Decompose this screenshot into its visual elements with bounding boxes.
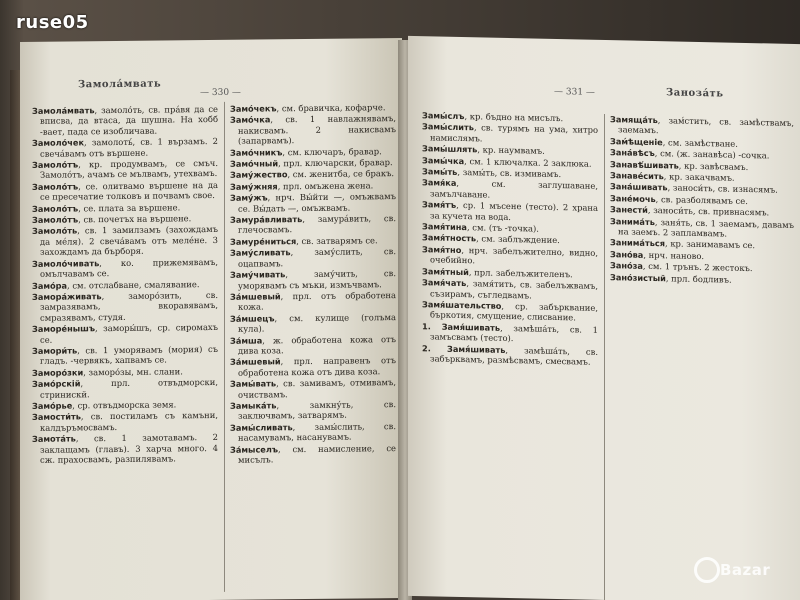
dictionary-entry: Заму́жъ, нрч. Вы́йти —, омъжвамъ се. Вы́дать —, омъжвамъ. bbox=[230, 191, 396, 214]
open-book bbox=[10, 40, 800, 600]
headword: Замя́чать bbox=[422, 277, 467, 289]
dictionary-entry: Замо́ра, см. отслабване, смалявание. bbox=[32, 278, 200, 291]
dictionary-entry: Замола́мвать, замоло́ть, св. пра́вя да се вписва, да втаса, да шушна. На хобб -вает, пада се изобличава. bbox=[32, 103, 218, 137]
headword: Заму́жество bbox=[230, 169, 288, 181]
dictionary-entry: Замо́рье, ср. отвъдморска земя. bbox=[32, 399, 177, 411]
dictionary-entry: Замота́ть, св. 1 замотавамъ. 2 заклащамъ (главъ). 3 харча много. 4 сж. прахосвамъ, разпилявамъ. bbox=[32, 432, 218, 465]
dictionary-entry: Замоло́тъ, св. почетъх на вършене. bbox=[32, 213, 192, 225]
left-column-1 bbox=[32, 104, 218, 466]
dictionary-entry: Зано́зистый, прл. бодливъ. bbox=[610, 271, 732, 285]
headword: Замоло́чивать bbox=[32, 257, 100, 269]
right-column-1 bbox=[422, 110, 598, 368]
dictionary-entry: Замоло́чек, замолоть́, св. 1 вързамъ. 2 свеча́вамъ отъ вършене. bbox=[32, 136, 218, 159]
dictionary-entry: Замоло́ть, св. 1 замилзамъ (захождамъ да ме́ля). 2 свеча́вамъ отъ меле́не. 3 захождамъ да бърборя. bbox=[32, 224, 218, 258]
headword: Замя́тный bbox=[422, 265, 469, 277]
dictionary-entry: Замя́тно, нрч. забелъжително, видно, очебийно. bbox=[422, 244, 598, 266]
dictionary-entry: За́мшевый, прл. направенъ отъ обработена кожа отъ дива коза. bbox=[230, 355, 396, 378]
dictionary-entry: Замы́ть, замы́ть, св. измивамъ. bbox=[422, 166, 562, 180]
headword: Заму́чивать bbox=[230, 269, 286, 280]
dictionary-entry: Заму́сливать, заму́слить, св. оцапвамъ. bbox=[230, 246, 396, 269]
headword: Замо́рскій bbox=[32, 378, 81, 390]
dictionary-entry: Замо́рскій, прл. отвъдморски, стринискй. bbox=[32, 377, 218, 400]
headword: Замы́ть bbox=[422, 166, 458, 177]
headword: За́мшевый bbox=[230, 291, 281, 302]
dictionary-entry: Заму́жняя, прл. омъжена жена. bbox=[230, 180, 374, 192]
left-page-header: Замола́мвать bbox=[78, 78, 162, 91]
headword: Замы́вать bbox=[230, 378, 277, 389]
headword: Занима́ться bbox=[610, 237, 665, 249]
dictionary-entry: Замя́ка, см. заглушаване, замълчаване. bbox=[422, 177, 598, 200]
headword: Замо́чекъ bbox=[230, 103, 277, 114]
dictionary-entry: Занима́ть, заня́ть, св. 1 заемамъ, давамъ на заемъ. 2 запламвамъ. bbox=[610, 215, 794, 239]
dictionary-entry: Замяща́ть, зам́стить, св. замѣствамъ, заемамъ. bbox=[610, 114, 794, 136]
dictionary-entry: За́мша, ж. обработена кожа отъ дива коза. bbox=[230, 333, 396, 356]
headword: Замо́чный bbox=[230, 158, 279, 169]
dictionary-entry: Замы́слить, св. турямъ на ума, хитро намислямъ. bbox=[422, 121, 598, 144]
dictionary-entry: Замя́тъ, ср. 1 мъсене (тесто). 2 храна за кучета на вода. bbox=[422, 199, 598, 222]
dictionary-entry: Замости́ть, св. постиламъ съ камъни, калдъръмосвамъ. bbox=[32, 410, 218, 433]
dictionary-entry: Зано́за, см. 1 трънъ. 2 жестокъ. bbox=[610, 260, 753, 274]
headword: Заморо́зки bbox=[32, 367, 84, 378]
right-page bbox=[408, 36, 800, 600]
headword: Замура́вливать bbox=[230, 214, 303, 225]
dictionary-entry: Зана́шивать, заноси́ть, св. изнасямъ. bbox=[610, 181, 778, 196]
dictionary-entry: Заморо́зки, заморо́зы, мн. слани. bbox=[32, 366, 183, 378]
headword: Замора́живать bbox=[32, 291, 102, 302]
headword: 2. Замя́шивать bbox=[422, 342, 506, 355]
headword: За́мшевый bbox=[230, 356, 281, 368]
headword: Замя́шательство bbox=[422, 299, 502, 311]
headword: Замо́ра bbox=[32, 280, 68, 291]
dictionary-entry: Замя́тина, см. (тъ -точка). bbox=[422, 221, 539, 234]
dictionary-entry: Замя́шательство, ср. забърквание, бъркотия, смущение, слисвание. bbox=[422, 299, 598, 323]
headword: Замоло́тъ bbox=[32, 181, 79, 192]
headword: Замы́чка bbox=[422, 154, 465, 166]
watermark-text: ruse05 bbox=[16, 12, 89, 33]
dictionary-entry: Замоло́тъ, кр. продумвамъ, се смъч. Замоло́тъ, ачамъ се мълвамъ, утехвамъ. bbox=[32, 157, 218, 181]
headword: За́мша bbox=[230, 334, 263, 346]
dictionary-entry: 2. Замя́шивать, замѣша́ть, св. забърквамъ, размѣсвамъ, смесвамъ. bbox=[422, 342, 598, 367]
dictionary-entry: Занести́, заноси́ть, св. привнасямъ. bbox=[610, 204, 770, 218]
headword: Занести́ bbox=[610, 204, 648, 216]
headword: Замя́тно bbox=[422, 244, 462, 255]
bazar-logo bbox=[692, 553, 796, 593]
headword: Заморе́нышъ bbox=[32, 323, 95, 334]
dictionary-entry: Занавѣ́шивать, кр. завѣсвамъ. bbox=[610, 158, 749, 172]
headword: Заму́жъ bbox=[230, 192, 268, 204]
dictionary-entry: Замуре́ниться, св. затварямъ се. bbox=[230, 235, 378, 247]
headword: Замяща́ть bbox=[610, 114, 658, 126]
headword: Замоло́тъ bbox=[32, 203, 79, 214]
dictionary-entry: За́мыселъ, см. намисление, се мисълъ. bbox=[230, 442, 396, 465]
headword: Замоло́чек bbox=[32, 137, 85, 149]
column-divider bbox=[604, 114, 605, 600]
dictionary-entry: Замы́слъ, кр. бъдно на мисълъ. bbox=[422, 110, 564, 124]
dictionary-entry: Заму́чивать, заму́чить, св. уморявамъ съ мъки, измъчвамъ. bbox=[230, 268, 396, 291]
headword: Замя́ка bbox=[422, 177, 457, 189]
dictionary-entry: Замори́ть, св. 1 уморявамъ (мория) съ гладъ. -червякъ, хапвамъ се. bbox=[32, 343, 218, 367]
headword: Зана́шивать bbox=[610, 181, 668, 193]
headword: Замы́сливать bbox=[230, 421, 293, 433]
headword: Зане́мочь bbox=[610, 192, 656, 204]
headword: Занаве́сить bbox=[610, 170, 664, 182]
dictionary-entry: За́мшевый, прл. отъ обработена кожа. bbox=[230, 289, 396, 313]
headword: Замота́ть bbox=[32, 433, 76, 445]
dictionary-entry: Зам́ѣщеніе, см. замѣстване. bbox=[610, 135, 738, 149]
dictionary-entry: За́мшецъ, см. кулище (голъма кула). bbox=[230, 311, 396, 334]
bazar-logo-text: Bazar bbox=[720, 561, 771, 579]
headword: Зано́ва bbox=[610, 249, 644, 260]
headword: Замуре́ниться bbox=[230, 235, 297, 247]
headword: Замя́тъ bbox=[422, 199, 457, 211]
dictionary-entry: 1. Замя́шивать, замѣша́ть, св. 1 замъсвамъ (тесто). bbox=[422, 320, 598, 344]
dictionary-entry: Замура́вливать, замура́вить, св. глечосвамъ. bbox=[230, 213, 396, 236]
headword: Замы́слить bbox=[422, 121, 474, 133]
headword: Замо́чка bbox=[230, 114, 271, 126]
right-column-2 bbox=[610, 114, 794, 287]
headword: 1. Замя́шивать bbox=[422, 320, 501, 333]
dictionary-entry: Заму́жество, см. женитба, се бракъ. bbox=[230, 168, 395, 181]
headword: Замоло́тъ bbox=[32, 214, 79, 225]
headword: Замости́ть bbox=[32, 411, 81, 423]
left-page-number: — 330 — bbox=[200, 87, 241, 99]
headword: Замя́тность bbox=[422, 232, 477, 244]
headword: Зана́вѣсъ bbox=[610, 147, 655, 159]
dictionary-entry: Замыка́ть, замкну́ть, св. заключвамъ, затварямъ. bbox=[230, 399, 396, 422]
column-divider bbox=[224, 102, 225, 592]
headword: За́мшецъ bbox=[230, 313, 275, 324]
headword: Замори́ть bbox=[32, 345, 78, 356]
headword: Зано́зистый bbox=[610, 271, 666, 283]
right-page-header: Заноза́ть bbox=[666, 87, 724, 100]
headword: Занавѣ́шивать bbox=[610, 158, 679, 171]
dictionary-entry: Замоло́тъ, се. плата за вършене. bbox=[32, 201, 181, 214]
left-page bbox=[20, 38, 402, 600]
dictionary-entry: Замора́живать, заморо́зить, св. замразявамъ, вкоравявамъ, смразявамъ, студя. bbox=[32, 289, 218, 323]
dictionary-entry: Зана́вѣсъ, см. (ж. занавѣса) -сочка. bbox=[610, 147, 770, 161]
headword: Заму́жняя bbox=[230, 181, 278, 192]
headword: Замя́тина bbox=[422, 221, 467, 233]
dictionary-entry: Занаве́сить, кр. закачвамъ. bbox=[610, 170, 735, 183]
headword: Зано́за bbox=[610, 260, 643, 272]
headword: Замола́мвать bbox=[32, 105, 95, 116]
dictionary-entry: Зано́ва, нрч. наново. bbox=[610, 249, 705, 261]
dictionary-entry: Замо́чка, св. 1 навлажнявамъ, накисвамъ. 2 накисвамъ (запарвамъ). bbox=[230, 113, 396, 146]
headword: Зам́ѣщеніе bbox=[610, 135, 663, 148]
headword: Замы́шлять bbox=[422, 143, 478, 155]
headword: Замо́рье bbox=[32, 400, 73, 411]
headword: За́мыселъ bbox=[230, 443, 278, 455]
headword: Замыка́ть bbox=[230, 400, 277, 411]
headword: Занима́ть bbox=[610, 215, 655, 227]
dictionary-entry: Замы́шлять, кр. наумвамъ. bbox=[422, 143, 545, 156]
dictionary-entry: Замы́вать, св. замивамъ, отмивамъ, очиствамъ. bbox=[230, 377, 396, 400]
dictionary-entry: Замы́чка, см. 1 ключалка. 2 заклюка. bbox=[422, 154, 592, 169]
bazar-logo-icon bbox=[694, 557, 720, 583]
headword: Замо́чникъ bbox=[230, 146, 283, 158]
right-page-number: — 331 — bbox=[554, 86, 595, 98]
left-column-2 bbox=[230, 102, 396, 466]
dictionary-entry: Замя́тный, прл. забелъжителенъ. bbox=[422, 265, 573, 280]
dictionary-entry: Замя́чать, замя́тить, св. забелъжвамъ, съзирамъ, съгледвамъ. bbox=[422, 277, 598, 300]
headword: Замоло́ть bbox=[32, 225, 78, 237]
dictionary-entry: Замо́чникъ, см. ключаръ, бравар. bbox=[230, 145, 382, 158]
dictionary-entry: Замоло́чивать, ко. прижемявамъ, омълчавамъ се. bbox=[32, 256, 218, 279]
dictionary-entry: Заморе́нышъ, заморы́шъ, ср. сиромахъ се. bbox=[32, 322, 218, 345]
headword: Заму́сливать bbox=[230, 247, 291, 259]
dictionary-entry: Замоло́тъ, се. олитвамо вършене на да се пресечатие толковъ и почвамъ свое. bbox=[32, 179, 218, 203]
dictionary-entry: Зане́мочь, св. разболявамъ се. bbox=[610, 192, 748, 206]
dictionary-entry: Замо́чекъ, см. бравичка, кофарче. bbox=[230, 102, 386, 114]
dictionary-entry: Замо́чный, прл. ключарски, бравар. bbox=[230, 157, 393, 169]
dictionary-entry: Занима́ться, кр. занимавамъ се. bbox=[610, 237, 755, 251]
headword: Замы́слъ bbox=[422, 110, 465, 122]
dictionary-entry: Замы́сливать, замы́слить, св. насамувамъ, насанувамъ. bbox=[230, 420, 396, 443]
headword: Замоло́тъ bbox=[32, 159, 79, 170]
dictionary-entry: Замя́тность, см. заблъждение. bbox=[422, 232, 560, 246]
